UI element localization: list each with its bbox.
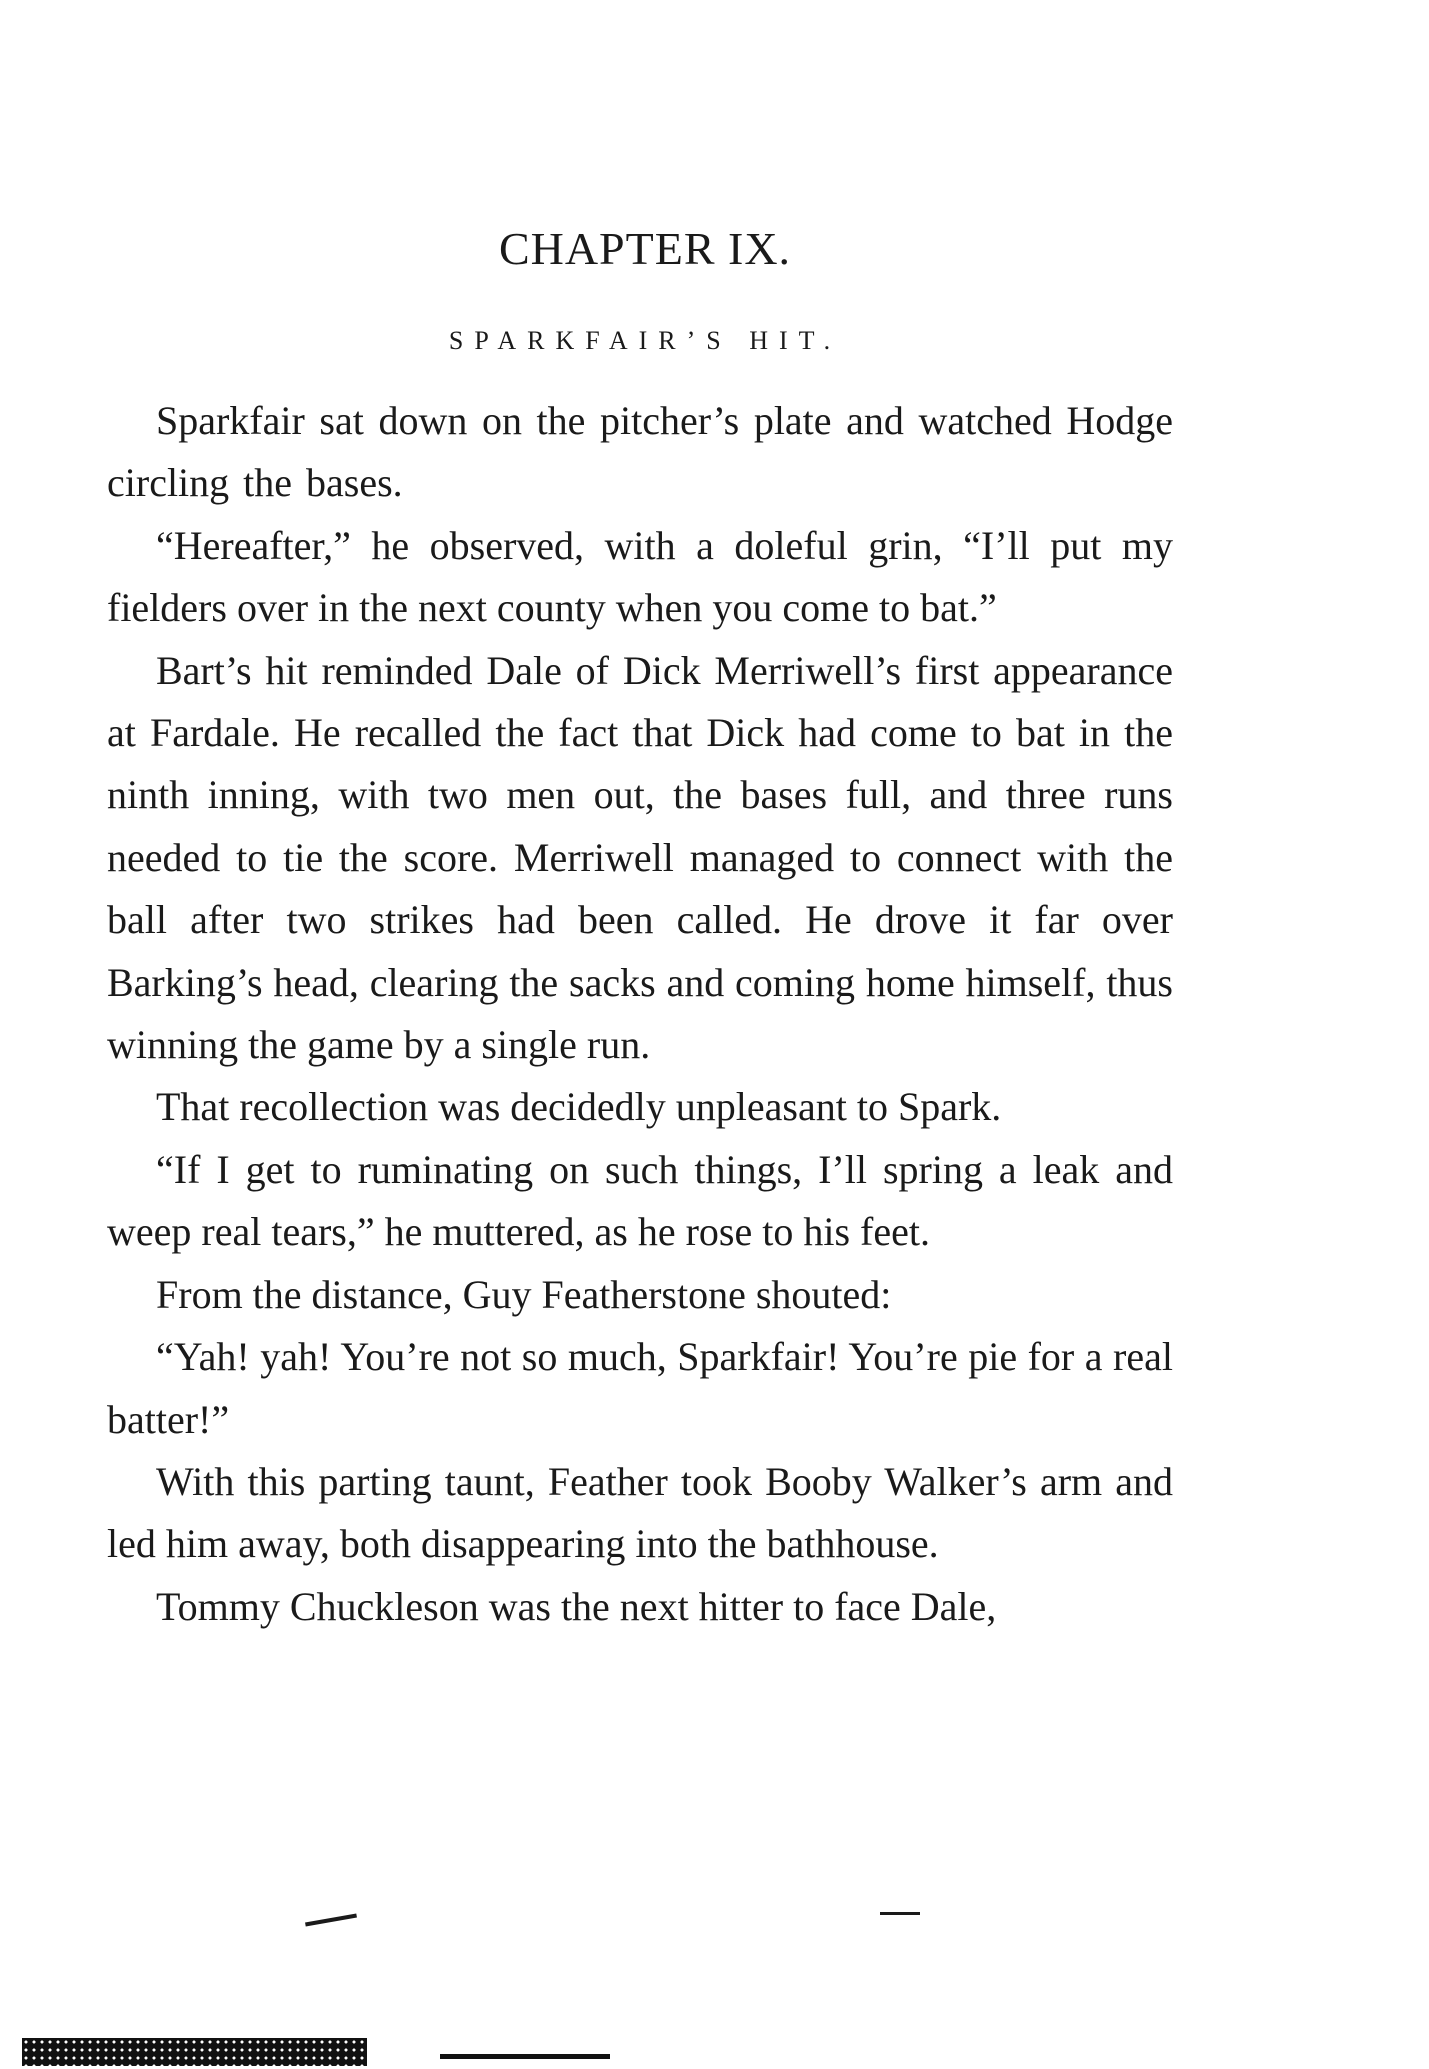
paragraph-8: With this parting taunt, Feather took Booby Walker’s arm and led him away, both disappearing into the bathhouse. [107,1458,1173,1567]
ink-mark [880,1912,920,1915]
chapter-body [107,390,1173,1638]
chapter-subtitle: SPARKFAIR’S HIT. [448,326,842,355]
scan-artifact-line [440,2054,610,2059]
scan-artifact-bar [22,2038,367,2066]
ink-mark [305,1914,357,1927]
paragraph-9: Tommy Chuckleson was the next hitter to face Dale, [156,1583,997,1629]
paragraph-7: “Yah! yah! You’re not so much, Sparkfair! You’re pie for a real batter!” [107,1334,1173,1442]
paragraph-5: “If I get to ruminating on such things, I’ll spring a leak and weep real tears,” he muttered, as he rose to his feet. [107,1146,1173,1255]
paragraph-1: Sparkfair sat down on the pitcher’s plate and watched Hodge circling the bases. [107,398,1173,506]
paragraph-2: “Hereafter,” he observed, with a doleful grin, “I’ll put my fielders over in the next county when you come to bat.” [107,522,1173,631]
paragraph-3: Bart’s hit reminded Dale of Dick Merriwell’s first appearance at Fardale. He recalled the fact that Dick had come to bat in the ninth inning, with two men out, the bases full, and three runs needed to tie the score. Merriwell managed to connect with the ball after two strikes had been called. He drove it far over Barking’s head, clearing the sacks and coming home himself, thus winning the game by a single run. [107,647,1173,1068]
paragraph-4: That recollection was decidedly unpleasant to Spark. [156,1084,1002,1130]
chapter-title: CHAPTER IX. [498,223,792,274]
paragraph-6: From the distance, Guy Featherstone shouted: [156,1271,892,1317]
